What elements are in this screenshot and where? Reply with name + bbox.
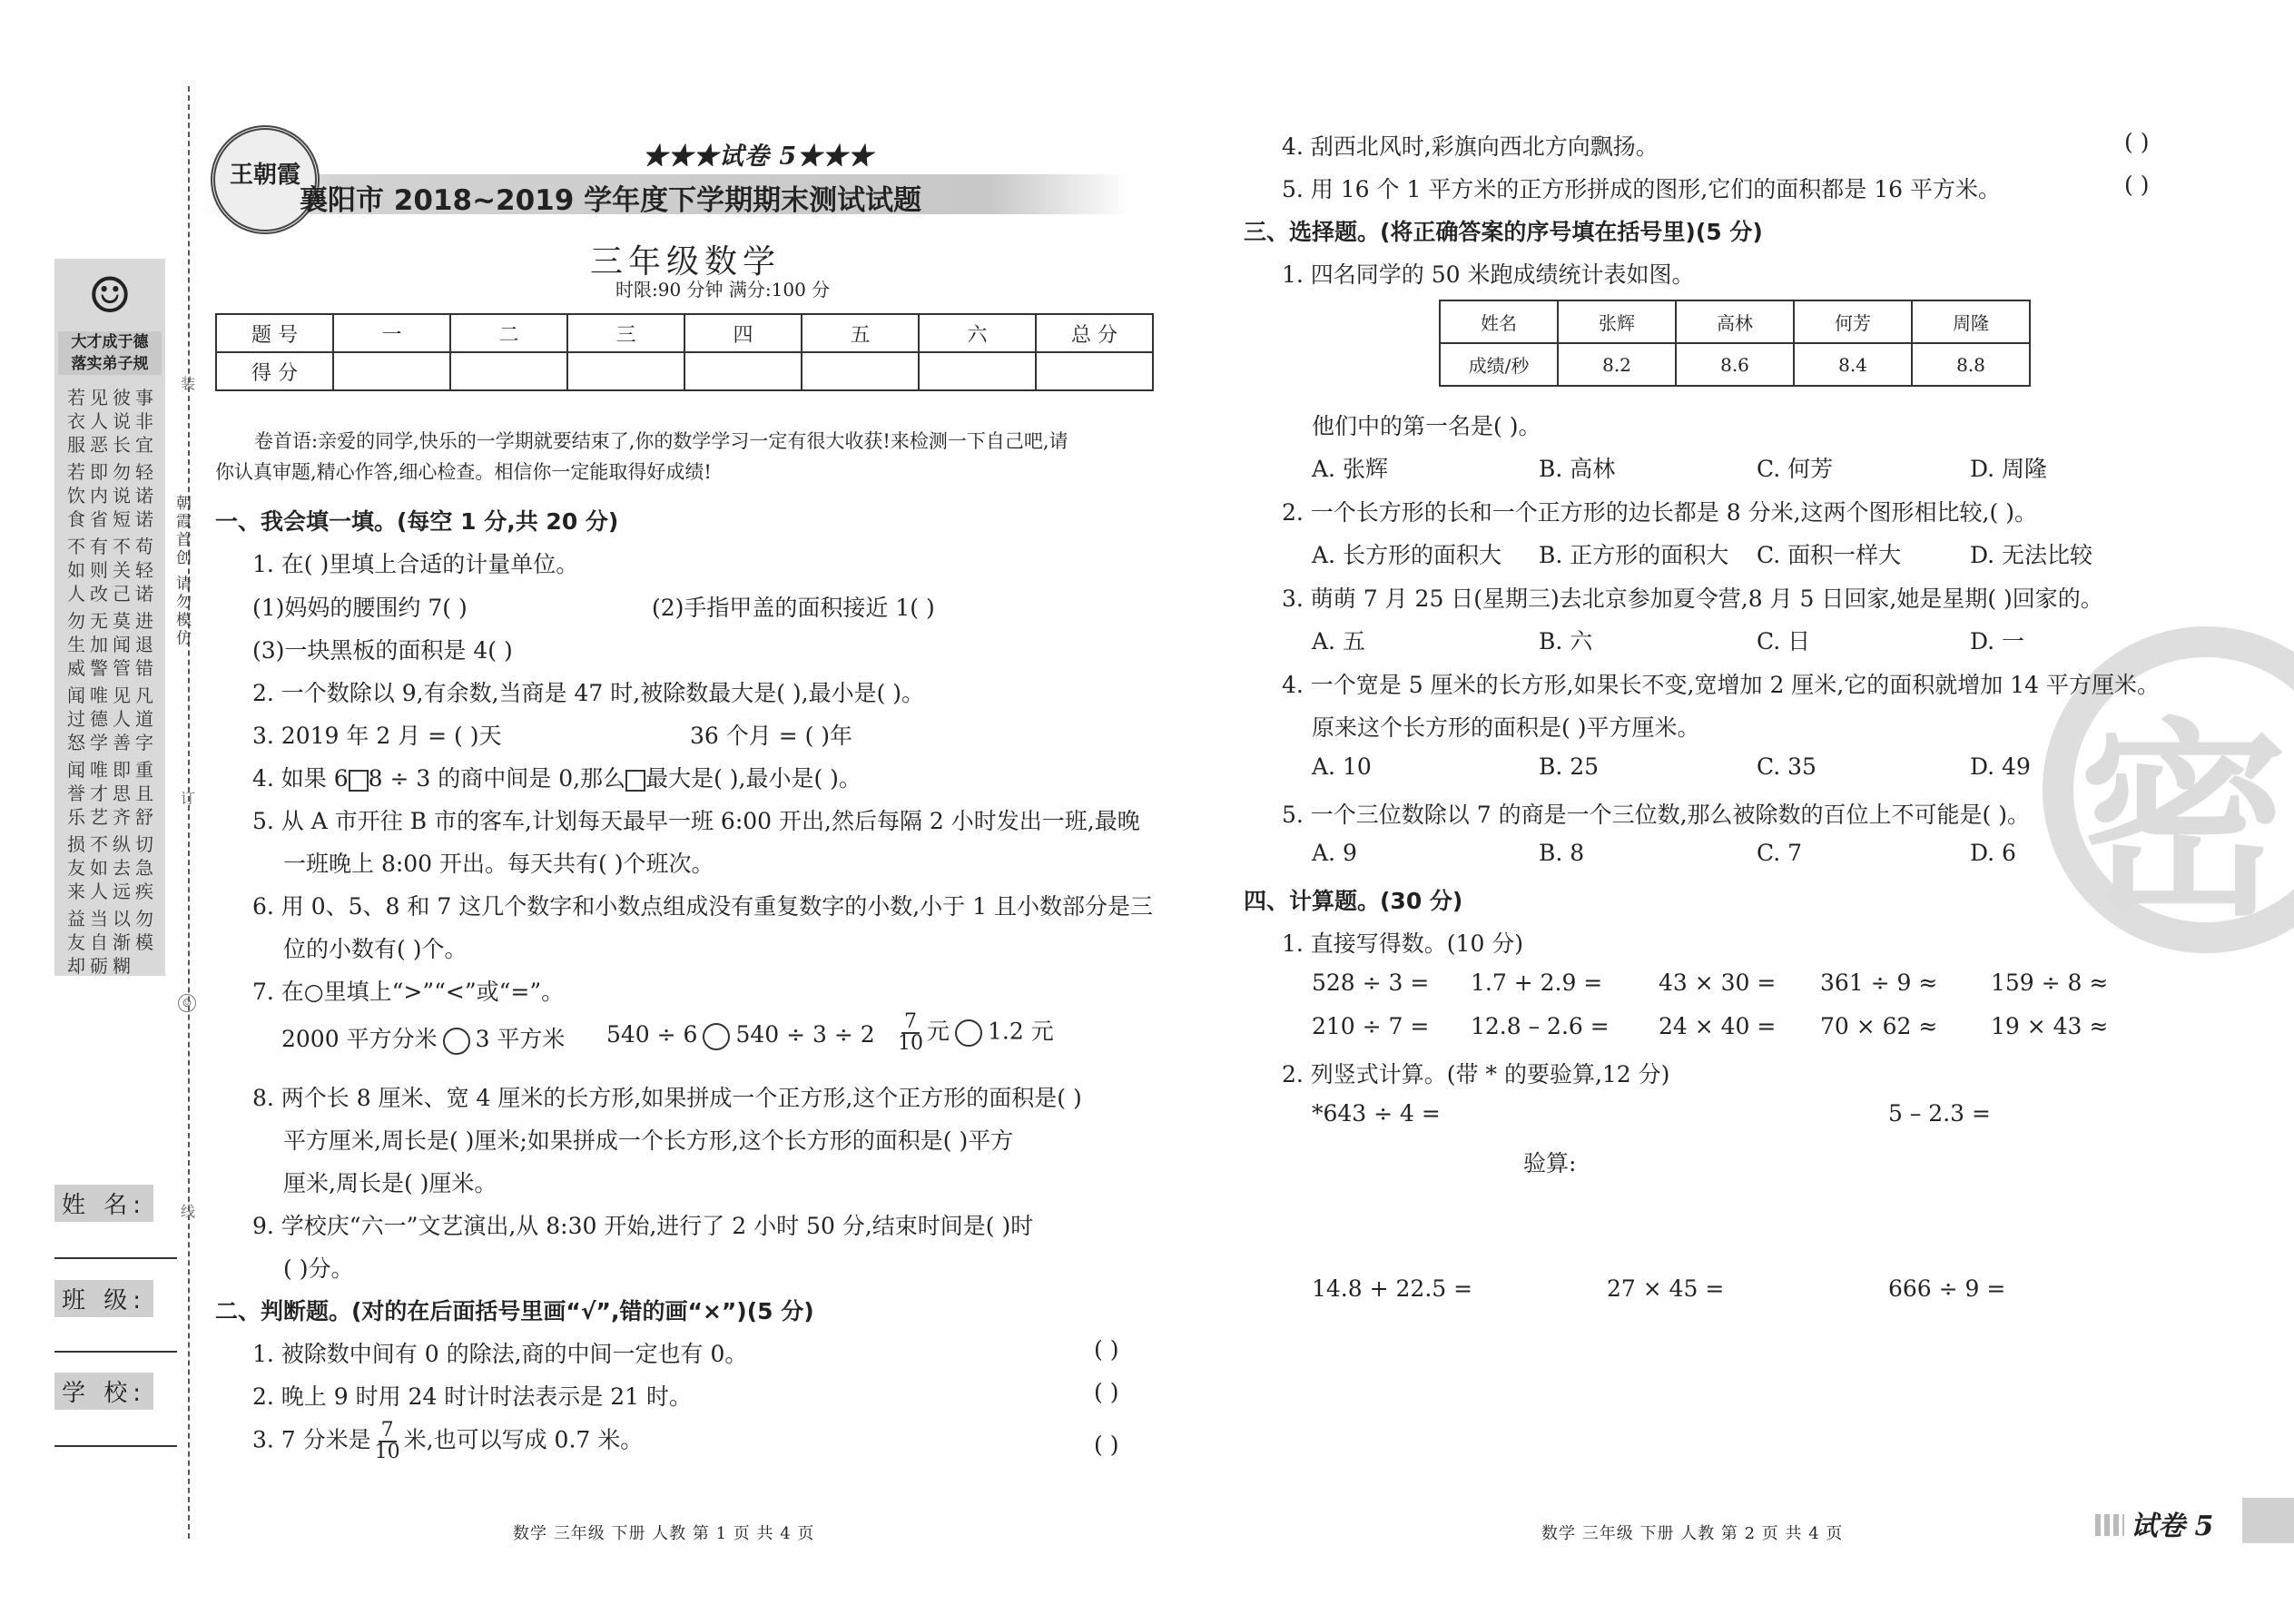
calc-item: 27 × 45 = bbox=[1607, 1275, 1725, 1302]
choice-option: D. 49 bbox=[1970, 753, 2031, 780]
question-text: 5. 一个三位数除以 7 的商是一个三位数,那么被除数的百位上不可能是( )。 bbox=[1282, 802, 2031, 828]
question-text: 5. 用 16 个 1 平方米的正方形拼成的图形,它们的面积都是 16 平方米。 bbox=[1282, 176, 2001, 202]
question-text: 3. 2019 年 2 月 = ( )天 bbox=[252, 723, 502, 749]
question-text: (2)手指甲盖的面积接近 1( ) bbox=[652, 595, 935, 621]
copyright-note: 朝霞首创 请勿模仿 bbox=[172, 495, 191, 648]
fraction: $\frac{7}{10}$ bbox=[374, 1419, 400, 1463]
choice-option: B. 高林 bbox=[1539, 456, 1616, 482]
question-text: 1. 四名同学的 50 米跑成绩统计表如图。 bbox=[1282, 261, 1695, 288]
question-text: 厘米,周长是( )厘米。 bbox=[283, 1170, 497, 1196]
question-text: 4. 一个宽是 5 厘米的长方形,如果长不变,宽增加 2 厘米,它的面积就增加 14 平方厘米。 bbox=[1282, 672, 2160, 698]
calc-item: 14.8 + 22.5 = bbox=[1312, 1275, 1473, 1302]
running-score-table bbox=[1439, 300, 2031, 387]
question-text: 3. 萌萌 7 月 25 日(星期三)去北京参加夏令营,8 月 5 日回家,她是星期( )回家的。 bbox=[1282, 586, 2103, 612]
score-table bbox=[215, 313, 1154, 391]
question-text: 9. 学校庆“六一”文艺演出,从 8:30 开始,进行了 2 小时 50 分,结束时间是( )时 bbox=[252, 1213, 1034, 1239]
answer-paren[interactable]: ( ) bbox=[2124, 172, 2150, 198]
binding-mark-icon: 订 bbox=[180, 790, 195, 807]
choice-option: A. 10 bbox=[1312, 753, 1372, 780]
binding-mark-icon: 装 bbox=[180, 375, 195, 392]
verify-label: 验算: bbox=[1523, 1150, 1577, 1176]
question-text: 一班晚上 8:00 开出。每天共有( )个班次。 bbox=[283, 851, 714, 877]
calc-item: *643 ÷ 4 = bbox=[1312, 1100, 1441, 1127]
poem-block: 损不纵切 友如去急 来人远疾 bbox=[67, 833, 158, 902]
calc-item: 19 × 43 ≈ bbox=[1991, 1013, 2109, 1039]
choice-option: B. 8 bbox=[1539, 840, 1585, 866]
table-cell: 一 bbox=[333, 314, 450, 352]
table-cell: 姓名 bbox=[1440, 300, 1558, 343]
calc-item: 5 – 2.3 = bbox=[1888, 1100, 1991, 1127]
score-cell[interactable] bbox=[333, 352, 450, 390]
question-text: 2. 一个数除以 9,有余数,当商是 47 时,被除数最大是( ),最小是( )。 bbox=[252, 680, 925, 706]
compare-item: 540 ÷ 6 540 ÷ 3 ÷ 2 bbox=[606, 1021, 875, 1050]
question-text: (3)一块黑板的面积是 4( ) bbox=[252, 637, 513, 664]
choice-option: D. 无法比较 bbox=[1970, 542, 2093, 568]
choice-option: D. 6 bbox=[1970, 840, 2016, 866]
poem-block: 若见彼事 衣人说非 服恶长宜 bbox=[67, 387, 158, 456]
table-cell: 周隆 bbox=[1912, 300, 2030, 343]
table-cell: 8.8 bbox=[1912, 343, 2030, 386]
calc-item: 24 × 40 = bbox=[1659, 1013, 1777, 1039]
question-text: 8. 两个长 8 厘米、宽 4 厘米的长方形,如果拼成一个正方形,这个正方形的面积是( ) bbox=[252, 1085, 1082, 1111]
choice-option: A. 张辉 bbox=[1312, 456, 1388, 482]
corner-pattern bbox=[2095, 1514, 2124, 1536]
calc-item: 361 ÷ 9 ≈ bbox=[1820, 969, 1938, 996]
score-cell[interactable] bbox=[567, 352, 684, 390]
score-cell[interactable] bbox=[802, 352, 919, 390]
choice-option: A. 9 bbox=[1312, 840, 1357, 866]
question-text: 他们中的第一名是( )。 bbox=[1312, 413, 1541, 439]
calc-item: 43 × 30 = bbox=[1659, 969, 1777, 996]
section-heading: 一、我会填一填。(每空 1 分,共 20 分) bbox=[215, 508, 619, 535]
page-footer: 数学 三年级 下册 人教 第 1 页 共 4 页 bbox=[513, 1524, 815, 1543]
binding-mark-icon: 线 bbox=[180, 1203, 195, 1220]
question-text: 位的小数有( )个。 bbox=[283, 936, 468, 962]
intro-line: 你认真审题,精心作答,细心检查。相信你一定能取得好成绩! bbox=[215, 461, 712, 483]
blank-box bbox=[625, 770, 645, 792]
calc-item: 1.7 + 2.9 = bbox=[1471, 969, 1603, 996]
table-cell: 张辉 bbox=[1558, 300, 1676, 343]
table-cell: 8.2 bbox=[1558, 343, 1676, 386]
choice-option: D. 周隆 bbox=[1970, 456, 2048, 482]
question-text: (1)妈妈的腰围约 7( ) bbox=[252, 595, 468, 621]
exam-title: 襄阳市 2018~2019 学年度下学期期末测试试题 bbox=[300, 184, 922, 217]
blank-box bbox=[349, 770, 369, 792]
corner-block bbox=[2242, 1498, 2294, 1543]
poem-block: 闻唯见凡 过德人道 怒学善字 bbox=[67, 684, 158, 753]
choice-option: C. 面积一样大 bbox=[1757, 542, 1902, 568]
question-text: 2. 一个长方形的长和一个正方形的边长都是 8 分米,这两个图形相比较,( )。 bbox=[1282, 499, 2037, 526]
exam-number-corner: 试卷 5 bbox=[2131, 1511, 2214, 1542]
question-text: 2. 列竖式计算。(带 * 的要验算,12 分) bbox=[1282, 1061, 1670, 1088]
answer-paren[interactable]: ( ) bbox=[2124, 129, 2150, 155]
calc-item: 210 ÷ 7 = bbox=[1312, 1013, 1430, 1039]
table-cell: 8.6 bbox=[1676, 343, 1794, 386]
choice-option: C. 7 bbox=[1757, 840, 1803, 866]
compare-circle[interactable] bbox=[955, 1019, 982, 1047]
table-cell: 三 bbox=[567, 314, 684, 352]
choice-option: A. 长方形的面积大 bbox=[1312, 542, 1501, 568]
name-field[interactable] bbox=[54, 1257, 177, 1259]
choice-option: A. 五 bbox=[1312, 628, 1365, 655]
question-text: 36 个月 = ( )年 bbox=[690, 723, 853, 749]
table-row bbox=[1440, 343, 2030, 386]
score-cell[interactable] bbox=[684, 352, 802, 390]
confidential-stamp-char: 密 bbox=[2079, 702, 2289, 944]
question-text: 平方厘米,周长是( )厘米;如果拼成一个长方形,这个长方形的面积是( )平方 bbox=[283, 1127, 1014, 1154]
choice-option: D. 一 bbox=[1970, 628, 2025, 655]
score-cell[interactable] bbox=[450, 352, 567, 390]
question-text: 原来这个长方形的面积是( )平方厘米。 bbox=[1312, 714, 1700, 741]
question-text: 1. 被除数中间有 0 的除法,商的中间一定也有 0。 bbox=[252, 1341, 748, 1367]
calc-item: 70 × 62 ≈ bbox=[1820, 1013, 1938, 1039]
table-cell: 题 号 bbox=[216, 314, 333, 352]
choice-option: B. 正方形的面积大 bbox=[1539, 542, 1729, 568]
question-text: 7. 在○里填上“>”“<”或“=”。 bbox=[252, 979, 565, 1005]
calc-item: 528 ÷ 3 = bbox=[1312, 969, 1430, 996]
poem-block: 益当以勿 友自渐模 却砺糊 bbox=[67, 908, 158, 977]
subject-title: 三年级数学 bbox=[590, 243, 782, 281]
class-field[interactable] bbox=[54, 1351, 177, 1353]
table-cell: 得 分 bbox=[216, 352, 333, 390]
table-cell: 成绩/秒 bbox=[1440, 343, 1558, 386]
time-limit: 时限:90 分钟 满分:100 分 bbox=[615, 279, 831, 300]
choice-option: B. 六 bbox=[1539, 628, 1593, 655]
page-footer: 数学 三年级 下册 人教 第 2 页 共 4 页 bbox=[1541, 1524, 1844, 1543]
poem-block: 勿无莫进 生加闻退 威警管错 bbox=[67, 610, 158, 679]
poem-block: 不有不苟 如则关轻 人改己诺 bbox=[67, 536, 158, 605]
intro-line: 卷首语:亲爱的同学,快乐的一学期就要结束了,你的数学学习一定有很大收获!来检测一下自己吧,请 bbox=[254, 430, 1068, 452]
name-label: 姓 名: bbox=[54, 1185, 153, 1222]
question-text: 1. 直接写得数。(10 分) bbox=[1282, 930, 1524, 957]
table-cell: 四 bbox=[684, 314, 802, 352]
binding-dashed-line bbox=[188, 86, 190, 1539]
calc-item: 12.8 – 2.6 = bbox=[1471, 1013, 1610, 1039]
table-row bbox=[216, 352, 1153, 390]
score-cell[interactable] bbox=[919, 352, 1036, 390]
table-row bbox=[216, 314, 1153, 352]
question-text: 4. 如果 6 8 ÷ 3 的商中间是 0,那么 最大是( ),最小是( )。 bbox=[252, 765, 861, 792]
question-text: 1. 在( )里填上合适的计量单位。 bbox=[252, 551, 579, 577]
question-text: 6. 用 0、5、8 和 7 这几个数字和小数点组成没有重复数字的小数,小于 1 且小数部分是三 bbox=[252, 893, 1153, 920]
table-row bbox=[1440, 300, 2030, 343]
table-cell: 何芳 bbox=[1794, 300, 1912, 343]
scholar-figure-icon: ☺ bbox=[87, 267, 133, 324]
school-label: 学 校: bbox=[54, 1373, 153, 1410]
question-text: 3. 7 分米是 $\frac{7}{10}$ 米,也可以写成 0.7 米。 bbox=[252, 1419, 644, 1463]
compare-circle[interactable] bbox=[703, 1023, 730, 1050]
compare-item: $\frac{7}{10}$ 元 1.2 元 bbox=[898, 1010, 1054, 1055]
calc-item: 666 ÷ 9 = bbox=[1888, 1275, 2006, 1302]
class-label: 班 级: bbox=[54, 1280, 153, 1317]
answer-paren[interactable]: ( ) bbox=[1094, 1379, 1119, 1405]
question-text: ( )分。 bbox=[283, 1255, 354, 1282]
school-field[interactable] bbox=[54, 1445, 177, 1447]
table-cell: 高林 bbox=[1676, 300, 1794, 343]
table-cell: 五 bbox=[802, 314, 919, 352]
section-heading: 四、计算题。(30 分) bbox=[1244, 888, 1463, 914]
fraction: $\frac{7}{10}$ bbox=[898, 1010, 923, 1055]
question-text: 5. 从 A 市开往 B 市的客车,计划每天最早一班 6:00 开出,然后每隔 2 小时发出一班,最晚 bbox=[252, 808, 1140, 834]
motto-slogan: 大才成于德 落实弟子规 bbox=[58, 331, 162, 375]
brand-logo: 王朝霞 bbox=[211, 125, 320, 234]
answer-paren[interactable]: ( ) bbox=[1094, 1336, 1119, 1363]
table-cell: 二 bbox=[450, 314, 567, 352]
answer-paren[interactable]: ( ) bbox=[1094, 1432, 1119, 1458]
question-text: 4. 刮西北风时,彩旗向西北方向飘扬。 bbox=[1282, 133, 1659, 160]
table-cell: 总 分 bbox=[1036, 314, 1153, 352]
table-cell: 六 bbox=[919, 314, 1036, 352]
score-cell[interactable] bbox=[1036, 352, 1153, 390]
poem-block: 闻唯即重 誉才思且 乐艺齐舒 bbox=[67, 759, 158, 828]
choice-option: C. 35 bbox=[1757, 753, 1816, 780]
compare-circle[interactable] bbox=[443, 1028, 470, 1055]
choice-option: C. 日 bbox=[1757, 628, 1811, 655]
section-heading: 三、选择题。(将正确答案的序号填在括号里)(5 分) bbox=[1244, 219, 1763, 245]
choice-option: B. 25 bbox=[1539, 753, 1600, 780]
compare-item: 2000 平方分米 3 平方米 bbox=[281, 1021, 565, 1055]
motto-panel bbox=[54, 259, 165, 976]
question-text: 2. 晚上 9 时用 24 时计时法表示是 21 时。 bbox=[252, 1383, 693, 1410]
exam-number-tag: ★★★试卷 5★★★ bbox=[643, 143, 874, 171]
poem-block: 若即勿轻 饮内说诺 食省短诺 bbox=[67, 461, 158, 530]
table-cell: 8.4 bbox=[1794, 343, 1912, 386]
smiley-icon: ☺ bbox=[178, 994, 196, 1012]
section-heading: 二、判断题。(对的在后面括号里画“√”,错的画“×”)(5 分) bbox=[215, 1298, 814, 1324]
calc-item: 159 ÷ 8 ≈ bbox=[1991, 969, 2109, 996]
choice-option: C. 何芳 bbox=[1757, 456, 1834, 482]
